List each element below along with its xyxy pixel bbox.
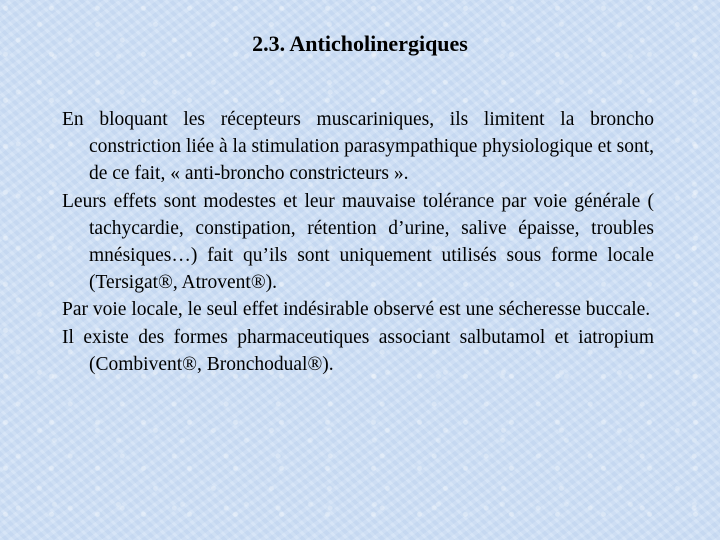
paragraph-local-route: Par voie locale, le seul effet indésirable observé est une sécheresse buccale.	[62, 299, 651, 321]
slide-body	[62, 106, 654, 378]
slide-title: 2.3. Anticholinergiques	[252, 31, 468, 56]
paragraph-side-effects: Leurs effets sont modestes et leur mauvaise tolérance par voie générale ( tachycardie, constipation, rétention d’urine, salive épaisse, troubles mnésiques…) fait qu’ils sont uniquement utilisés sous forme locale (Tersigat®, Atrovent®).	[62, 190, 654, 294]
paragraph-mechanism: En bloquant les récepteurs muscariniques, ils limitent la broncho constriction liée à la stimulation parasympathique physiologique et sont, de ce fait, « anti-broncho constricteurs ».	[62, 109, 654, 185]
paragraph-combinations: Il existe des formes pharmaceutiques associant salbutamol et iatropium (Combivent®, Bronchodual®).	[62, 326, 654, 375]
